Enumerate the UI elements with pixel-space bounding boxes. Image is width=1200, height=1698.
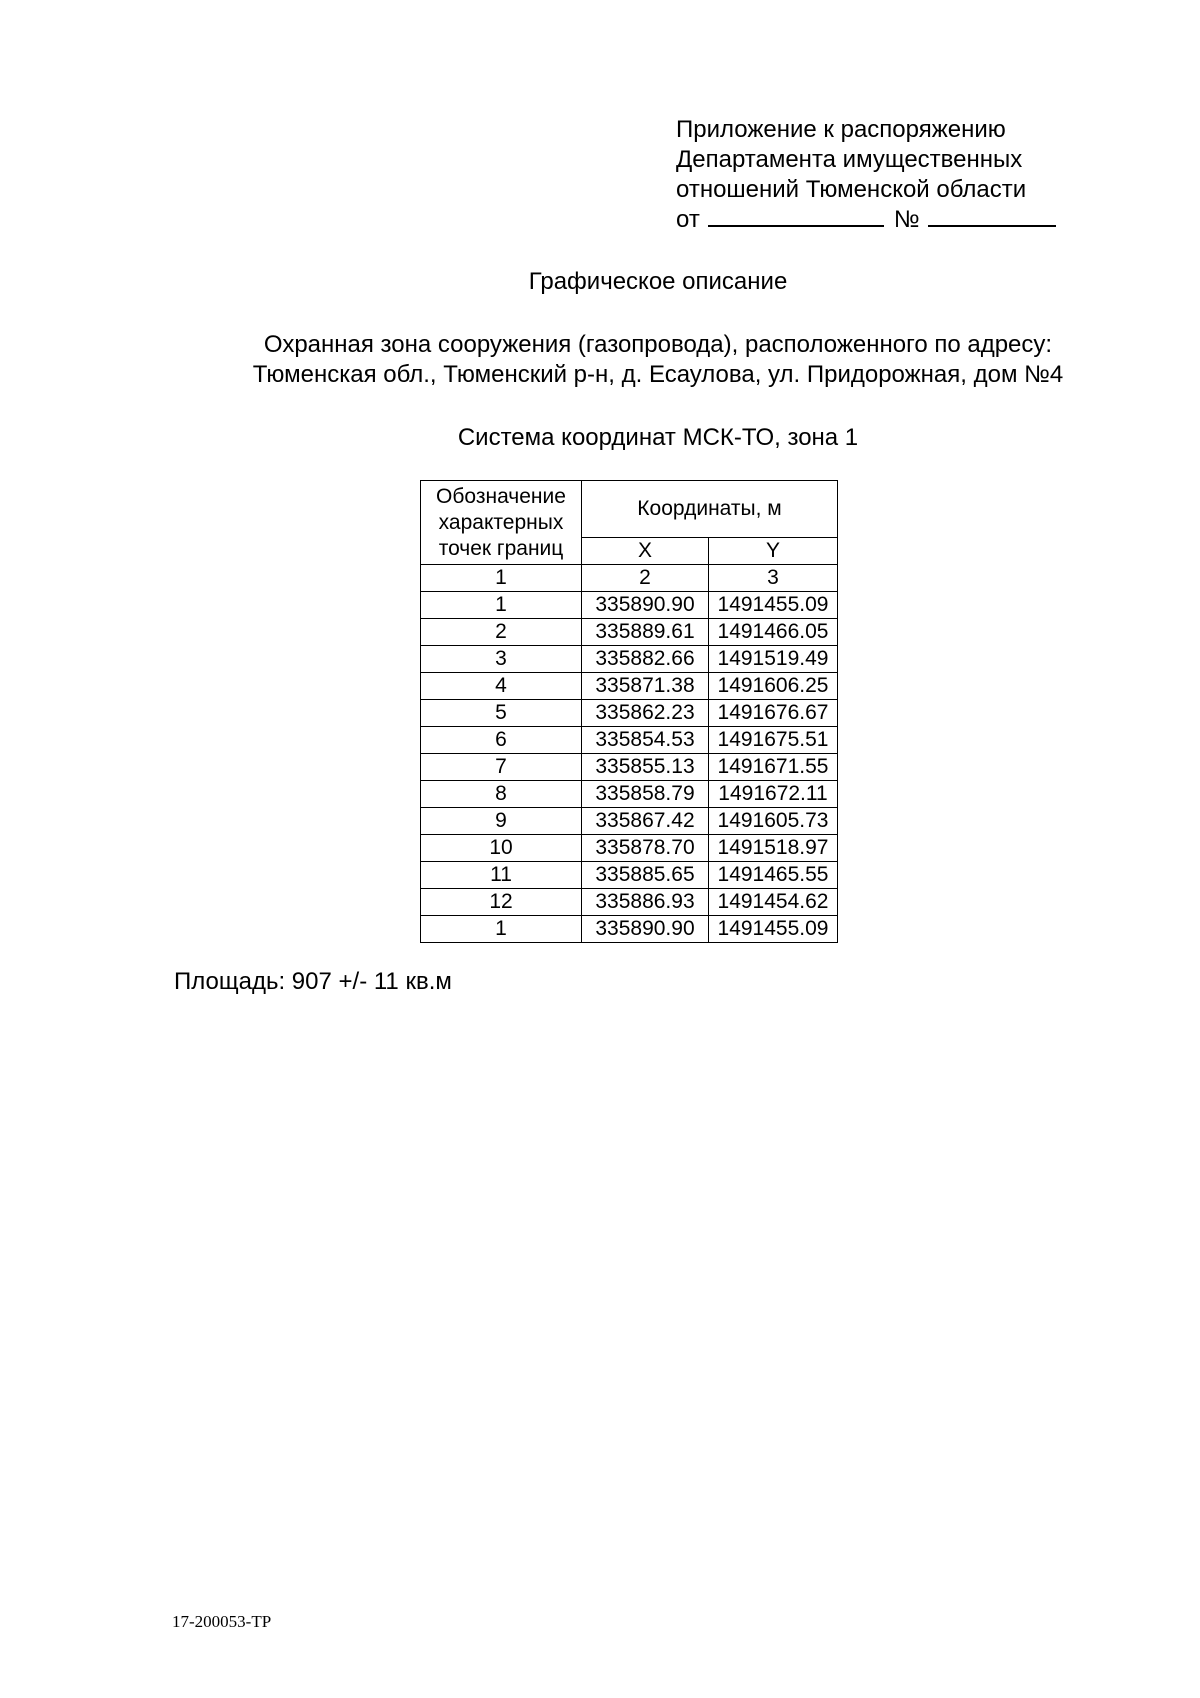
y-cell: 1491676.67 — [709, 700, 838, 727]
annex-block — [676, 115, 1056, 235]
point-cell: 3 — [421, 646, 582, 673]
y-cell: 1491454.62 — [709, 889, 838, 916]
x-cell: 335858.79 — [582, 781, 709, 808]
table-header-row — [421, 481, 838, 538]
x-cell: 335885.65 — [582, 862, 709, 889]
document-title: Графическое описание — [528, 268, 788, 295]
y-cell: 1491672.11 — [709, 781, 838, 808]
x-cell: 335867.42 — [582, 808, 709, 835]
header-point-line-2: характерных — [438, 510, 564, 534]
y-cell: 1491455.09 — [709, 916, 838, 943]
table-row — [421, 673, 838, 700]
y-cell: 1491518.97 — [709, 835, 838, 862]
header-point-line-1: Обозначение — [436, 484, 566, 508]
x-cell: 335886.93 — [582, 889, 709, 916]
coordinate-system: Система координат МСК-ТО, зона 1 — [457, 424, 859, 451]
annex-line-2: Департамента имущественных — [676, 146, 1023, 173]
table-row — [421, 916, 838, 943]
y-cell: 1491671.55 — [709, 754, 838, 781]
point-cell: 5 — [421, 700, 582, 727]
y-cell: 1491605.73 — [709, 808, 838, 835]
table-row — [421, 781, 838, 808]
point-cell: 1 — [421, 592, 582, 619]
x-cell: 335882.66 — [582, 646, 709, 673]
annex-line-3: отношений Тюменской области — [676, 176, 1027, 203]
table-row — [421, 700, 838, 727]
point-cell: 11 — [421, 862, 582, 889]
annex-line-1: Приложение к распоряжению — [676, 116, 1006, 143]
x-cell: 335855.13 — [582, 754, 709, 781]
table-row — [421, 862, 838, 889]
y-cell: 1491466.05 — [709, 619, 838, 646]
table-row — [421, 592, 838, 619]
point-cell: 6 — [421, 727, 582, 754]
column-number-2: 2 — [582, 565, 709, 592]
header-y: Y — [709, 538, 838, 565]
footer-document-code: 17-200053-ТР — [172, 1612, 272, 1631]
header-coordinates: Координаты, м — [582, 481, 838, 538]
table-row — [421, 619, 838, 646]
point-cell: 2 — [421, 619, 582, 646]
date-blank — [708, 205, 884, 227]
column-number-3: 3 — [709, 565, 838, 592]
point-cell: 9 — [421, 808, 582, 835]
x-cell: 335871.38 — [582, 673, 709, 700]
x-cell: 335890.90 — [582, 916, 709, 943]
table-row — [421, 646, 838, 673]
object-description — [0, 330, 1200, 390]
annex-date-number-line — [676, 205, 1056, 235]
x-cell: 335854.53 — [582, 727, 709, 754]
x-cell: 335890.90 — [582, 592, 709, 619]
header-x: X — [582, 538, 709, 565]
point-cell: 7 — [421, 754, 582, 781]
y-cell: 1491519.49 — [709, 646, 838, 673]
y-cell: 1491606.25 — [709, 673, 838, 700]
header-point-line-3: точек границ — [438, 536, 564, 560]
point-cell: 1 — [421, 916, 582, 943]
table-row — [421, 727, 838, 754]
header-point-designation — [421, 481, 582, 565]
annex-from-label: от — [676, 206, 700, 233]
y-cell: 1491455.09 — [709, 592, 838, 619]
table-row — [421, 835, 838, 862]
y-cell: 1491465.55 — [709, 862, 838, 889]
x-cell: 335878.70 — [582, 835, 709, 862]
point-cell: 4 — [421, 673, 582, 700]
coordinates-table — [420, 480, 838, 943]
point-cell: 10 — [421, 835, 582, 862]
annex-number-label: № — [893, 206, 920, 233]
point-cell: 8 — [421, 781, 582, 808]
x-cell: 335862.23 — [582, 700, 709, 727]
object-description-line-2: Тюменская обл., Тюменский р-н, д. Есаулова, ул. Придорожная, дом №4 — [252, 361, 1064, 388]
number-blank — [928, 205, 1056, 227]
table-row — [421, 808, 838, 835]
column-number-1: 1 — [421, 565, 582, 592]
point-cell: 12 — [421, 889, 582, 916]
x-cell: 335889.61 — [582, 619, 709, 646]
table-row — [421, 889, 838, 916]
table-row — [421, 754, 838, 781]
area-value: Площадь: 907 +/- 11 кв.м — [174, 968, 452, 995]
object-description-line-1: Охранная зона сооружения (газопровода), расположенного по адресу: — [263, 331, 1053, 358]
y-cell: 1491675.51 — [709, 727, 838, 754]
table-column-numbers-row — [421, 565, 838, 592]
